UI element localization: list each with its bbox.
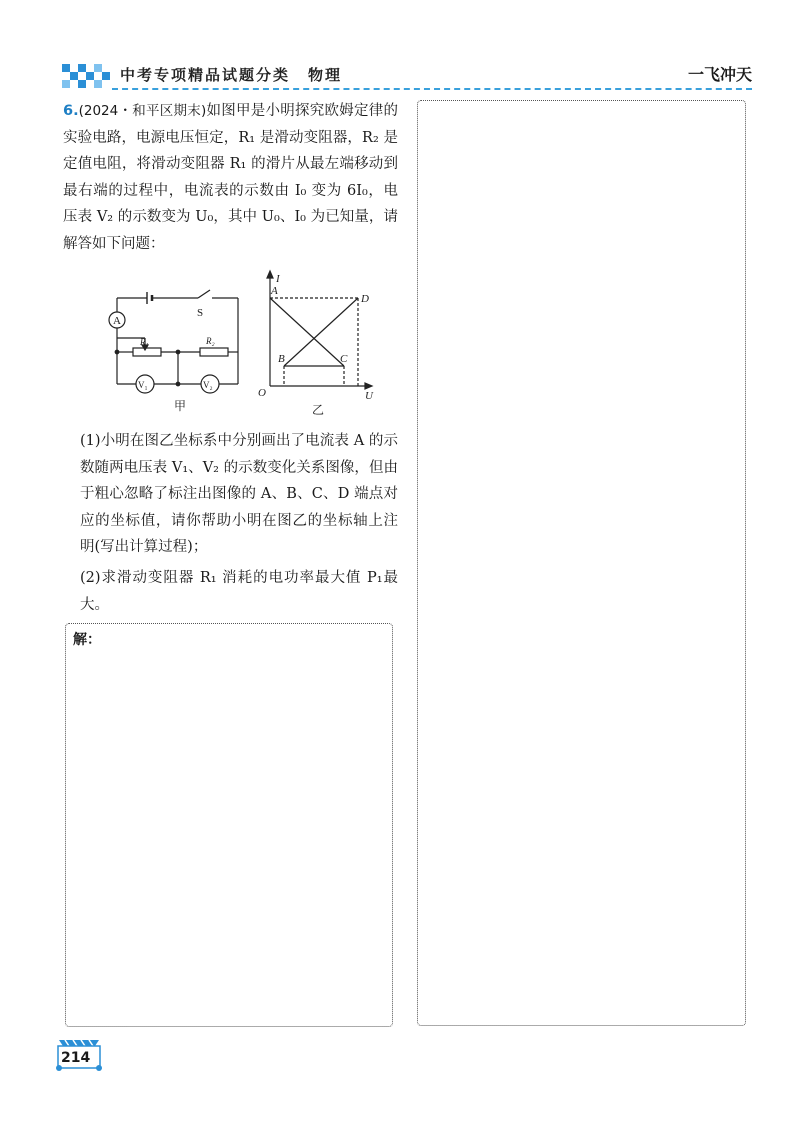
v1-label: V₁ (138, 380, 148, 390)
question-number: 6. (63, 103, 79, 119)
header-subject: 物理 (308, 66, 343, 84)
figures (100, 268, 400, 418)
header-title-row (120, 64, 342, 85)
r1-label: R₁ (140, 337, 149, 347)
sub-question-1-label: (1) (80, 433, 101, 449)
header-title: 中考专项精品试题分类 (120, 66, 291, 84)
sub-question-2-text: 求滑动变阻器 R₁ 消耗的电功率最大值 P₁最大。 (80, 570, 398, 613)
graph-origin-label: O (258, 387, 266, 399)
page-header (62, 58, 752, 94)
answer-area[interactable] (65, 623, 393, 1027)
right-answer-area[interactable] (417, 100, 746, 1026)
ammeter-label: A (113, 315, 121, 327)
circuit-caption: 甲 (174, 399, 187, 413)
r2-label: R₂ (206, 336, 215, 346)
switch-label: S (197, 307, 204, 319)
circuit-diagram (109, 290, 238, 393)
graph-y-axis-label: I (276, 273, 280, 285)
header-checker-icon (62, 60, 112, 90)
sub-question-1-text: 小明在图乙坐标系中分别画出了电流表 A 的示数随两电压表 V₁、V₂ 的示数变化关系图像，但由于粗心忽略了标注出图像的 A、B、C、D 端点对应的坐标值，请你帮助小明在图乙的坐标轴上注明(写出计算过程)； (80, 433, 398, 555)
answer-label: 解： (73, 632, 101, 648)
v2-label: V₂ (203, 380, 213, 390)
page-number: 214 (61, 1050, 91, 1066)
question-stem (63, 98, 398, 257)
circuit-labels (113, 307, 215, 413)
graph-point-d: D (361, 293, 369, 305)
iu-graph (267, 271, 372, 389)
sub-question-1 (80, 428, 398, 561)
question-source: (2024・和平区期末) (78, 103, 207, 119)
sub-question-2-label: (2) (80, 570, 101, 586)
graph-x-axis-label: U (365, 390, 373, 402)
graph-labels (258, 273, 374, 417)
question-body: 如图甲是小明探究欧姆定律的实验电路，电源电压恒定，R₁ 是滑动变阻器，R₂ 是定值电阻，将滑动变阻器 R₁ 的滑片从最左端移动到最右端的过程中，电流表的示数由 I₀ 变为 6I₀，电压表 V₂ 的示数变为 U₀，其中 U₀、I₀ 为已知量，请解答如下问题： (63, 103, 398, 252)
sub-question-2 (80, 565, 398, 618)
header-divider (112, 88, 752, 90)
header-brand: 一飞冲天 (687, 65, 752, 84)
graph-point-c: C (340, 353, 348, 365)
graph-caption: 乙 (312, 403, 325, 417)
graph-point-a: A (271, 285, 278, 297)
graph-point-b: B (278, 353, 285, 365)
